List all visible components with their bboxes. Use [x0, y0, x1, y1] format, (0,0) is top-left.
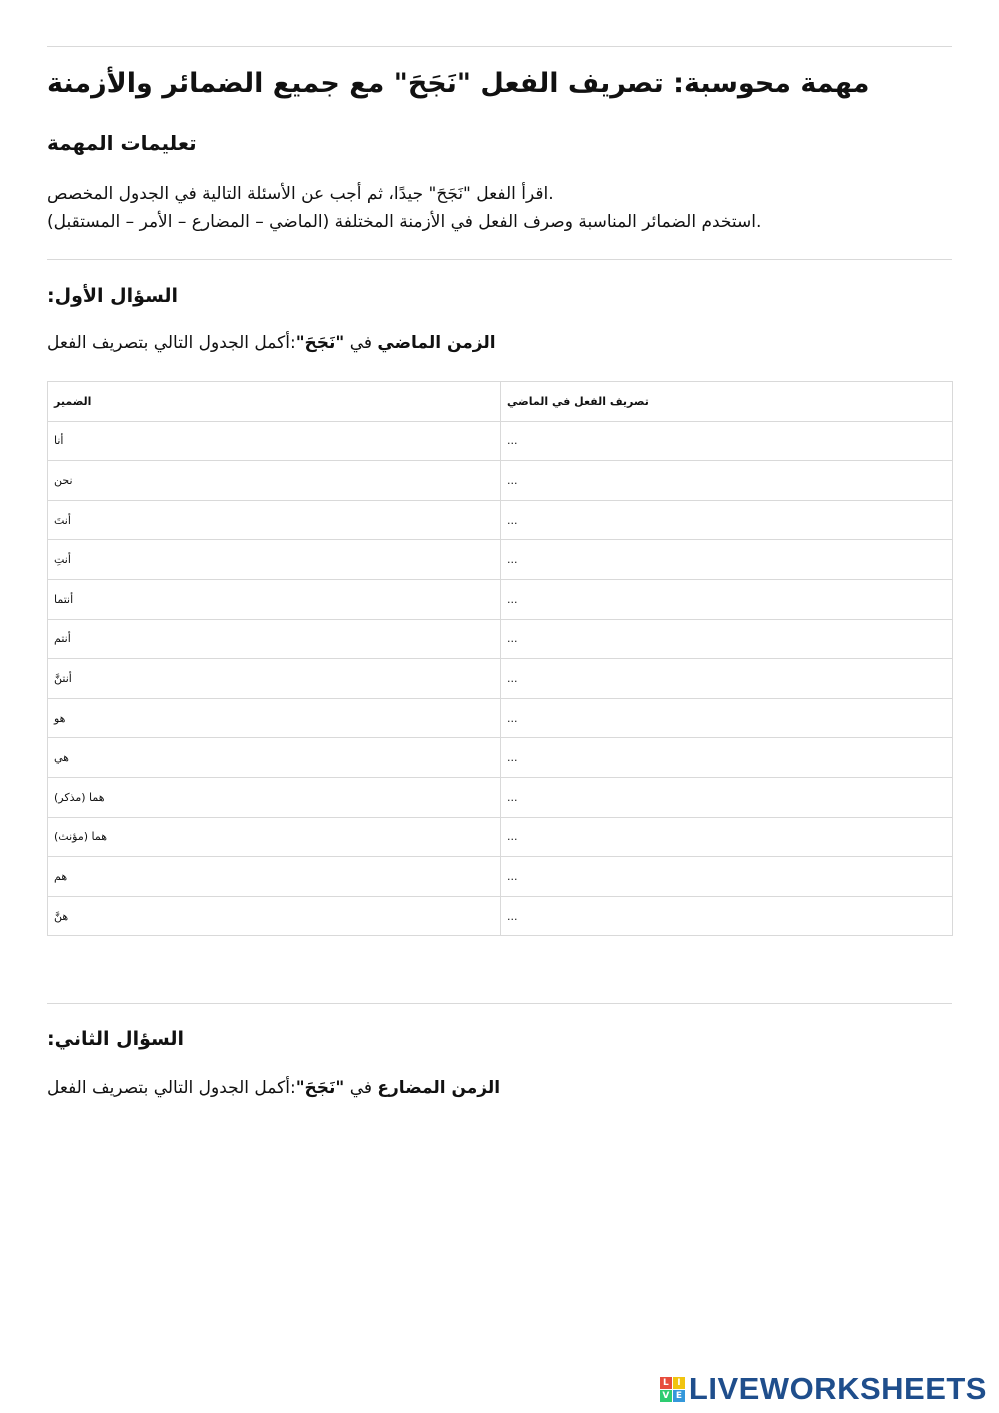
table-row — [48, 777, 953, 817]
table-row — [48, 896, 953, 936]
section-divider — [47, 259, 952, 260]
pronoun-cell: أنتِ — [48, 540, 501, 580]
header-conjugation — [501, 382, 953, 422]
pronoun-cell: نحن — [48, 461, 501, 501]
pronoun-cell: هنَّ — [48, 896, 501, 936]
header-pronoun: الضمير — [48, 382, 501, 422]
pronoun-cell: أنا — [48, 421, 501, 461]
table-row — [48, 461, 953, 501]
table-row — [48, 698, 953, 738]
prompt-mid: في — [344, 1078, 378, 1098]
logo-letter-l: L — [660, 1377, 672, 1389]
pronoun-cell: هي — [48, 738, 501, 778]
table-header-row — [48, 382, 953, 422]
prompt-lead: :أكمل الجدول التالي بتصريف الفعل — [47, 333, 296, 353]
logo-letter-i: I — [673, 1377, 685, 1389]
prompt-mid: في — [344, 333, 378, 353]
table-row — [48, 817, 953, 857]
instructions-heading: تعليمات المهمة — [47, 131, 197, 155]
table-row — [48, 659, 953, 699]
table-row — [48, 738, 953, 778]
header-conjugation-label: تصريف الفعل في الماضي — [507, 394, 649, 408]
table-row — [48, 421, 953, 461]
prompt-tense: الزمن المضارع — [377, 1078, 501, 1098]
instruction-line-2: .استخدم الضمائر المناسبة وصرف الفعل في الأزمنة المختلفة (الماضي – المضارع – الأمر – المستقبل) — [47, 212, 762, 232]
table-body — [48, 421, 953, 936]
liveworksheets-logo-icon — [660, 1377, 685, 1402]
table-row — [48, 579, 953, 619]
conjugation-answer-cell[interactable]: ... — [501, 777, 953, 817]
top-divider — [47, 46, 952, 47]
conjugation-table — [47, 381, 953, 936]
conjugation-answer-cell[interactable]: ... — [501, 857, 953, 897]
pronoun-cell: هو — [48, 698, 501, 738]
conjugation-answer-cell[interactable]: ... — [501, 698, 953, 738]
table-row — [48, 500, 953, 540]
section-divider-2 — [47, 1003, 952, 1004]
logo-letter-v: V — [660, 1390, 672, 1402]
conjugation-answer-cell[interactable]: ... — [501, 540, 953, 580]
question2-heading: السؤال الثاني: — [47, 1028, 184, 1050]
liveworksheets-brand[interactable] — [660, 1372, 987, 1406]
page-title: مهمة محوسبة: تصريف الفعل "نَجَحَ" مع جميع الضمائر والأزمنة — [47, 68, 870, 99]
conjugation-answer-cell[interactable]: ... — [501, 659, 953, 699]
conjugation-answer-cell[interactable]: ... — [501, 461, 953, 501]
question1-heading: السؤال الأول: — [47, 285, 179, 307]
instruction-line-1: .اقرأ الفعل "نَجَحَ" جيدًا، ثم أجب عن الأسئلة التالية في الجدول المخصص — [47, 184, 554, 204]
prompt-lead: :أكمل الجدول التالي بتصريف الفعل — [47, 1078, 296, 1098]
pronoun-cell: هما (مذكر) — [48, 777, 501, 817]
conjugation-answer-cell[interactable]: ... — [501, 619, 953, 659]
conjugation-answer-cell[interactable]: ... — [501, 579, 953, 619]
table-row — [48, 619, 953, 659]
conjugation-answer-cell[interactable]: ... — [501, 738, 953, 778]
table-row — [48, 540, 953, 580]
logo-letter-e: E — [673, 1390, 685, 1402]
pronoun-cell: هما (مؤنث) — [48, 817, 501, 857]
prompt-verb: "نَجَحَ" — [295, 1078, 345, 1098]
pronoun-cell: هم — [48, 857, 501, 897]
table-row — [48, 857, 953, 897]
question1-prompt — [47, 333, 496, 353]
pronoun-cell: أنتنَّ — [48, 659, 501, 699]
prompt-verb: "نَجَحَ" — [295, 333, 345, 353]
brand-name: LIVEWORKSHEETS — [688, 1371, 987, 1406]
pronoun-cell: أنتما — [48, 579, 501, 619]
conjugation-answer-cell[interactable]: ... — [501, 421, 953, 461]
pronoun-cell: أنتَ — [48, 500, 501, 540]
prompt-tense: الزمن الماضي — [377, 333, 496, 353]
conjugation-answer-cell[interactable]: ... — [501, 817, 953, 857]
conjugation-answer-cell[interactable]: ... — [501, 896, 953, 936]
question2-prompt — [47, 1078, 500, 1098]
pronoun-cell: أنتم — [48, 619, 501, 659]
conjugation-answer-cell[interactable]: ... — [501, 500, 953, 540]
